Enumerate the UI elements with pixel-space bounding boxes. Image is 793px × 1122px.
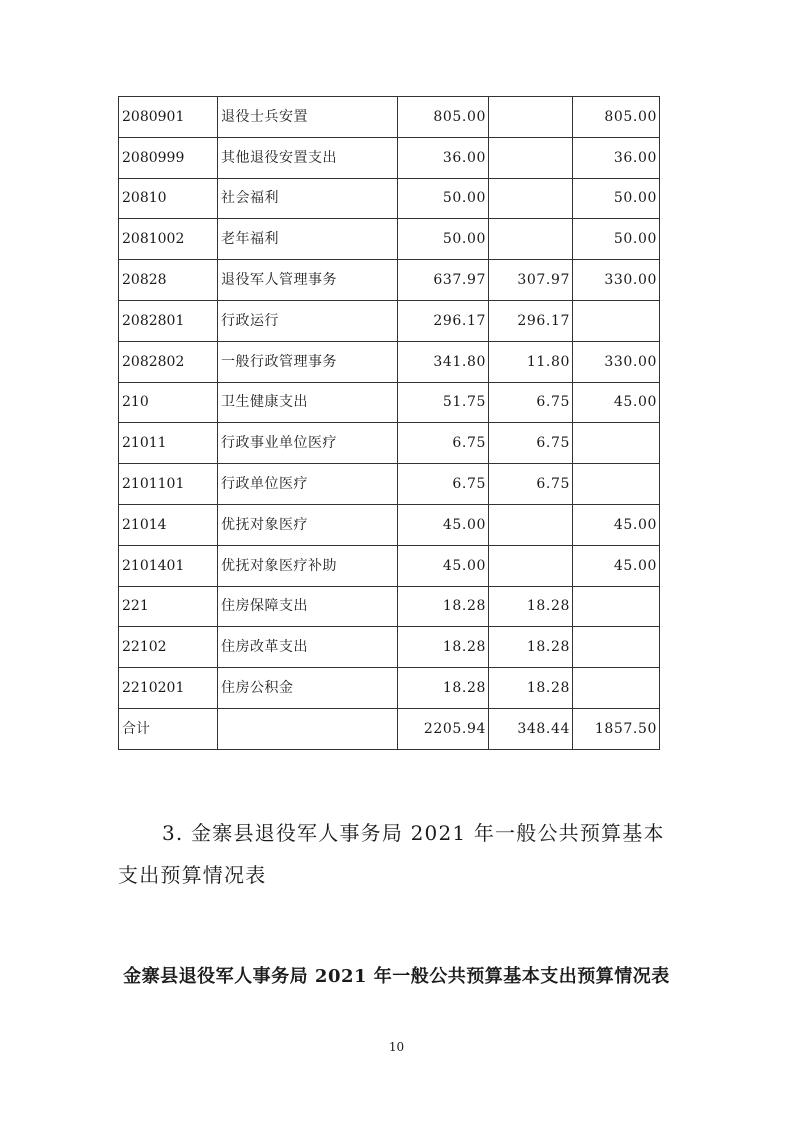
cell-basic: 348.44 <box>489 708 573 749</box>
cell-name: 老年福利 <box>218 219 398 260</box>
table-row <box>119 504 660 545</box>
cell-project: 50.00 <box>573 219 660 260</box>
cell-code: 20828 <box>119 260 218 301</box>
table-row <box>119 97 660 138</box>
cell-code: 2210201 <box>119 668 218 709</box>
cell-name: 退役军人管理事务 <box>218 260 398 301</box>
table-title: 金寨县退役军人事务局 2021 年一般公共预算基本支出预算情况表 <box>123 966 670 987</box>
cell-project <box>573 300 660 341</box>
cell-project: 45.00 <box>573 545 660 586</box>
cell-basic <box>489 219 573 260</box>
cell-code: 2101101 <box>119 464 218 505</box>
cell-project <box>573 586 660 627</box>
cell-total: 50.00 <box>398 178 489 219</box>
cell-project: 1857.50 <box>573 708 660 749</box>
cell-basic: 6.75 <box>489 464 573 505</box>
cell-basic: 18.28 <box>489 668 573 709</box>
table-row <box>119 260 660 301</box>
cell-code: 20810 <box>119 178 218 219</box>
cell-total: 18.28 <box>398 627 489 668</box>
cell-total: 50.00 <box>398 219 489 260</box>
cell-project <box>573 668 660 709</box>
cell-name: 退役士兵安置 <box>218 97 398 138</box>
cell-code: 21014 <box>119 504 218 545</box>
cell-project: 36.00 <box>573 137 660 178</box>
cell-total: 6.75 <box>398 423 489 464</box>
cell-basic <box>489 178 573 219</box>
table-row <box>119 464 660 505</box>
cell-project <box>573 423 660 464</box>
cell-basic: 296.17 <box>489 300 573 341</box>
cell-name: 行政事业单位医疗 <box>218 423 398 464</box>
table-row <box>119 545 660 586</box>
cell-code: 22102 <box>119 627 218 668</box>
cell-total: 18.28 <box>398 586 489 627</box>
table-row <box>119 668 660 709</box>
cell-total: 341.80 <box>398 341 489 382</box>
cell-basic: 18.28 <box>489 627 573 668</box>
cell-project: 330.00 <box>573 260 660 301</box>
cell-project: 50.00 <box>573 178 660 219</box>
budget-table <box>118 96 660 750</box>
cell-name: 卫生健康支出 <box>218 382 398 423</box>
cell-project <box>573 627 660 668</box>
cell-code: 合计 <box>119 708 218 749</box>
cell-code: 21011 <box>119 423 218 464</box>
cell-project: 45.00 <box>573 504 660 545</box>
cell-name: 优抚对象医疗 <box>218 504 398 545</box>
cell-basic: 6.75 <box>489 382 573 423</box>
table-row <box>119 382 660 423</box>
page-number: 10 <box>388 1040 405 1054</box>
cell-total: 45.00 <box>398 545 489 586</box>
table-row <box>119 586 660 627</box>
cell-basic <box>489 504 573 545</box>
cell-total: 51.75 <box>398 382 489 423</box>
cell-total: 637.97 <box>398 260 489 301</box>
cell-basic: 6.75 <box>489 423 573 464</box>
cell-name: 优抚对象医疗补助 <box>218 545 398 586</box>
cell-code: 2081002 <box>119 219 218 260</box>
cell-total: 296.17 <box>398 300 489 341</box>
cell-name: 住房公积金 <box>218 668 398 709</box>
cell-project: 45.00 <box>573 382 660 423</box>
cell-name: 行政单位医疗 <box>218 464 398 505</box>
cell-total: 2205.94 <box>398 708 489 749</box>
cell-code: 2082802 <box>119 341 218 382</box>
cell-name <box>218 708 398 749</box>
cell-code: 2080999 <box>119 137 218 178</box>
section-heading: 3. 金寨县退役军人事务局 2021 年一般公共预算基本支出预算情况表 <box>118 821 665 887</box>
cell-basic: 307.97 <box>489 260 573 301</box>
cell-basic: 11.80 <box>489 341 573 382</box>
cell-project: 805.00 <box>573 97 660 138</box>
table-row <box>119 137 660 178</box>
cell-code: 221 <box>119 586 218 627</box>
cell-project <box>573 464 660 505</box>
table-row <box>119 178 660 219</box>
cell-basic: 18.28 <box>489 586 573 627</box>
cell-total: 805.00 <box>398 97 489 138</box>
cell-code: 2101401 <box>119 545 218 586</box>
budget-table-body <box>119 97 660 750</box>
table-row <box>119 300 660 341</box>
table-row <box>119 627 660 668</box>
cell-total: 6.75 <box>398 464 489 505</box>
table-row <box>119 219 660 260</box>
cell-basic <box>489 137 573 178</box>
cell-name: 社会福利 <box>218 178 398 219</box>
cell-code: 2080901 <box>119 97 218 138</box>
cell-project: 330.00 <box>573 341 660 382</box>
cell-name: 行政运行 <box>218 300 398 341</box>
cell-code: 210 <box>119 382 218 423</box>
cell-total: 45.00 <box>398 504 489 545</box>
cell-basic <box>489 97 573 138</box>
cell-name: 住房改革支出 <box>218 627 398 668</box>
cell-code: 2082801 <box>119 300 218 341</box>
cell-name: 住房保障支出 <box>218 586 398 627</box>
table-row <box>119 341 660 382</box>
cell-basic <box>489 545 573 586</box>
cell-total: 18.28 <box>398 668 489 709</box>
table-total-row <box>119 708 660 749</box>
cell-name: 一般行政管理事务 <box>218 341 398 382</box>
cell-total: 36.00 <box>398 137 489 178</box>
table-row <box>119 423 660 464</box>
cell-name: 其他退役安置支出 <box>218 137 398 178</box>
